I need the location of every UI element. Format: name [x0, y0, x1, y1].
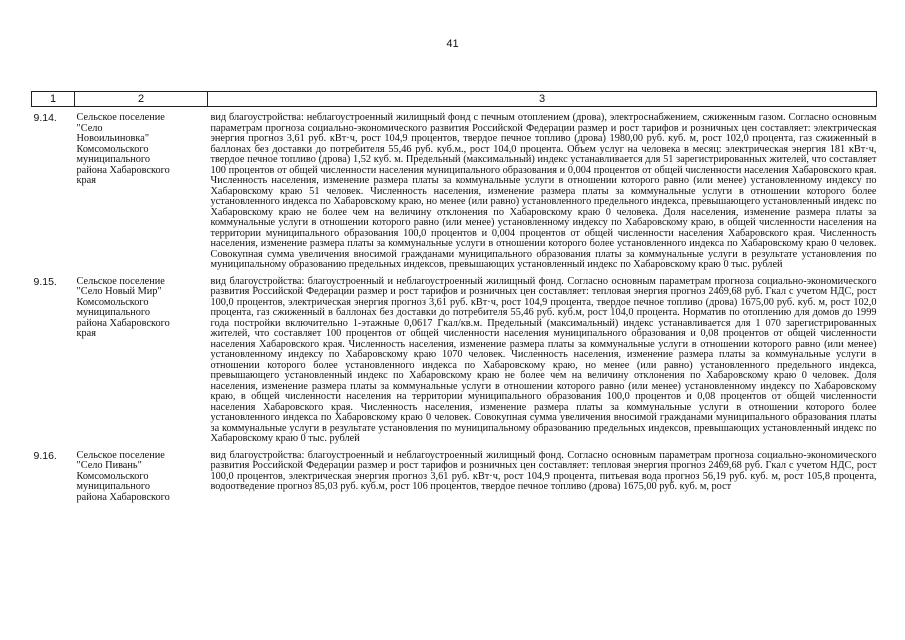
settlement-name-line: Сельское поселение [76, 275, 165, 287]
settlement-name-line: Комсомольского [76, 296, 149, 308]
description-text: вид благоустройства: неблагоустроенный жилищный фонд с печным отоплением (дрова), электроснабжением, сжиженным газом. Согласно основным параметрам прогноза социально-экономического развития Российской Федерации размер и рост тарифов и розничных цен составляет: электрическая энергия прогноз 3,61 руб. кВт·ч, рост 104,9 процентов, твердое печное топливо (дрова) 1980,00 руб. куб. м, рост 102,0 процента, газ сжиженный в баллонах без доставки до потребителя 55,46 руб. куб.м., рост 104,0 процента. Объем услуг на человека в месяц: электрическая энергия 181 кВт·ч, твердое печное топливо (дрова) 1,52 куб. м. Предельный (максимальный) индекс устанавливается для 51 зарегистрированных жителей, что составляет 100 процентов от общей численности населения муниципального образования и 0,004 процентов от общей численности населения Хабаровского края. Численность населения, изменение размера платы за коммунальные услуги в отношении которого равно (или менее) установленному индексу по Хабаровскому краю 51 человек. Численность населения, изменение размера платы за коммунальные услуги в отношении которого более установленного индекса по Хабаровскому краю, но менее (или равно) установленного предельного индекса, превышающего установленный индекс по Хабаровскому краю не более чем на величину отклонения по Хабаровскому краю 0 человека. Доля населения, изменение размера платы за коммунальные услуги в отношении которого равно (или менее) установленному индексу по Хабаровскому краю, в общей численности населения на территории муниципального образования 100,0 процентов и 0,004 процентов от общей численности населения Хабаровского края. Численность населения, изменение размера платы за коммунальные услуги в отношении которого более установленного индекса по Хабаровскому краю 0 человек. Совокупная сумма увеличения вносимой гражданами муниципального образования платы за коммунальные услуги в результате установления по муниципальному образованию предельных индексов, превышающих установленный индекс по Хабаровскому краю 0 тыс. рублей [210, 112, 877, 270]
settlement-name-line: Сельское поселение [76, 449, 165, 461]
table-row [32, 449, 877, 504]
settlement-name [75, 275, 208, 445]
table-row [32, 111, 877, 271]
column-header-1: 1 [32, 92, 75, 107]
tariff-table [31, 91, 877, 503]
page-number: 41 [446, 38, 459, 50]
row-number: 9.14. [33, 112, 57, 124]
column-header-3: 3 [208, 92, 877, 107]
settlement-name-line: Сельское поселение [76, 112, 165, 123]
settlement-name-line: "Село [76, 122, 103, 134]
description-text: вид благоустройства: благоустроенный и неблагоустроенный жилищный фонд. Согласно основным параметрам прогноза социально-экономического развития Российской Федерации размер и рост тарифов и розничных цен составляет: тепловая энергия прогноз 2469,68 руб. Гкал с учетом НДС, рост 100,0 процентов, электрическая энергия прогноз 3,61 руб. кВт·ч, рост 104,9 процента, твердое печное топливо (дрова) 1675,00 руб. куб. м, рост 102,0 процента, газ сжиженный в баллонах без доставки до потребителя 55,46 руб. куб.м, рост 104,0 процента. Норматив по отоплению для домов до 1999 года постройки включительно 1-этажные 0,0617 Гкал/кв.м. Предельный (максимальный) индекс устанавливается для 1 070 зарегистрированных жителей, что составляет 100 процентов от общей численности населения муниципального образования и 0,08 процентов от общей численности населения Хабаровского края. Численность населения, изменение размера платы за коммунальные услуги в отношении которого равно (или менее) установленному индексу по Хабаровскому краю 1070 человек. Численность населения, изменение размера платы за коммунальные услуги в отношении которого более установленного индекса по Хабаровскому краю, но менее (или равно) установленного предельного индекса, превышающего установленный индекс по Хабаровскому краю не более чем на величину отклонения по Хабаровскому краю 0 человек. Доля населения, изменение размера платы за коммунальные услуги в отношении которого равно (или менее) установленному индексу по Хабаровскому краю, в общей численности населения на территории муниципального образования 100,0 процентов и 0,08 процентов от общей численности населения Хабаровского края. Численность населения, изменение размера платы за коммунальные услуги в отношении которого более установленного индекса по Хабаровскому краю 0 человек. Совокупная сумма увеличения вносимой гражданами муниципального образования платы за коммунальные услуги в результате установления по муниципальному образованию предельных индексов, превышающих установленный индекс по Хабаровскому краю 0 тыс. рублей [210, 275, 877, 444]
settlement-name-line: муниципального [76, 481, 150, 492]
settlement-name-line: "Село Пивань" [76, 460, 142, 471]
table-row [32, 275, 877, 445]
settlement-name-line: Новоильиновка" [76, 133, 150, 144]
settlement-name [75, 111, 208, 271]
description-text: вид благоустройства: благоустроенный и неблагоустроенный жилищный фонд. Согласно основным параметрам прогноза социально-экономического развития Российской Федерации размер и рост тарифов и розничных цен составляет: тепловая энергия прогноз 2469,68 руб. Гкал с учетом НДС, рост 100,0 процентов, электрическая энергия прогноз 3,61 руб. кВт·ч, рост 104,9 процента, питьевая вода прогноз 56,19 руб. куб. м, рост 105,8 процента, водоотведение прогноз 85,03 руб. куб.м, рост 106 процентов, твердое печное топливо (дрова) 1675,00 руб. куб. м, рост [210, 449, 877, 492]
settlement-name-line: района Хабаровского [76, 164, 170, 176]
settlement-name-line: муниципального [76, 154, 150, 165]
settlement-name-line: района Хабаровского [76, 317, 170, 329]
column-header-2: 2 [75, 92, 208, 107]
settlement-name [75, 449, 208, 504]
settlement-name-line: "Село Новый Мир" [76, 286, 162, 297]
row-number: 9.16. [33, 449, 57, 462]
settlement-name-line: района Хабаровского [76, 491, 170, 503]
settlement-name-line: края [76, 328, 96, 339]
settlement-name-line: муниципального [76, 307, 150, 318]
row-number: 9.15. [33, 275, 57, 288]
table-header-row [32, 92, 877, 107]
settlement-name-line: края [76, 175, 96, 186]
settlement-name-line: Комсомольского [76, 143, 149, 155]
settlement-name-line: Комсомольского [76, 470, 149, 482]
